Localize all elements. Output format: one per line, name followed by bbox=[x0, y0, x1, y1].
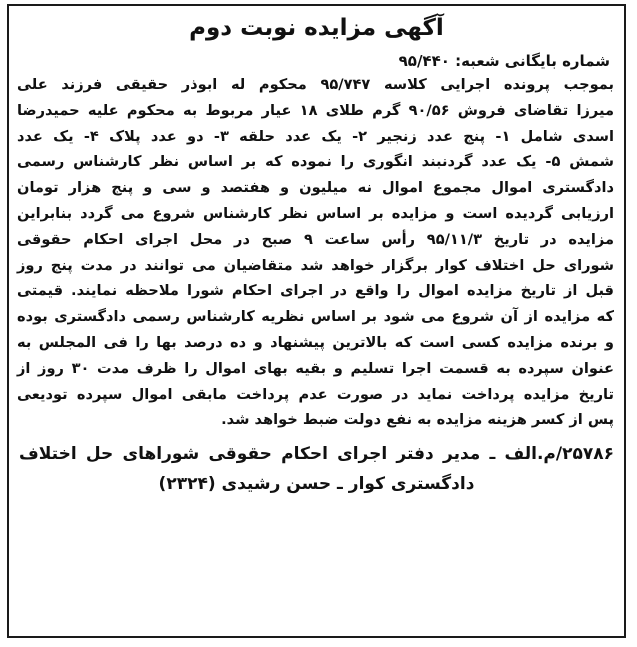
body-line: تاریخ مزایده پرداخت نماید در صورت عدم پرداخت مابقی اموال سپرده تودیعی bbox=[17, 385, 614, 403]
body-line: میرزا تقاضای فروش ۹۰/۵۶ گرم طلای ۱۸ عیار مربوط به محکوم علیه حمیدرضا bbox=[17, 101, 614, 119]
notice-title: آگهی مزایده نوبت دوم bbox=[189, 15, 444, 41]
body-line: اسدی شامل ۱- پنج عدد زنجیر ۲- یک عدد حلقه ۳- دو عدد پلاک ۴- یک عدد bbox=[17, 127, 614, 145]
body-line: مزایده در تاریخ ۹۵/۱۱/۳ رأس ساعت ۹ صبح در محل اجرای احکام حقوقی bbox=[17, 230, 614, 248]
signature-line: ۲۵۷۸۶/م.الف ـ مدیر دفتر اجرای احکام حقوقی شوراهای حل اختلاف bbox=[19, 444, 614, 465]
body-line: دادگستری اموال مجموع اموال نه میلیون و هفتصد و سی و پنج هزار تومان bbox=[17, 179, 614, 197]
body-line: که مزایده از آن شروع می شود بر اساس نظریه کارشناس رسمی دادگستری بوده bbox=[17, 308, 614, 326]
archive-number: شماره بایگانی شعبه: ۹۵/۴۴۰ bbox=[398, 52, 610, 70]
body-line: شورای حل اختلاف کوار برگزار خواهد شد متقاضیان می توانند در مدت پنج روز bbox=[17, 256, 614, 274]
signature-name: دادگستری کوار ـ حسن رشیدی (۲۳۲۴) bbox=[158, 474, 475, 495]
body-line: قبل از تاریخ مزایده اموال را واقع در اجرای احکام شورا ملاحظه نمایند. قیمتی bbox=[17, 282, 614, 300]
body-line: ارزیابی گردیده است و مزایده بر اساس نظر کارشناس شروع می گردد بنابراین bbox=[17, 204, 614, 222]
body-line: شمش ۵- یک عدد گردنبند انگوری را نموده که بر اساس نظر کارشناس رسمی bbox=[17, 153, 614, 171]
body-line: و برنده مزایده کسی است که بالاترین پیشنهاد و ده درصد بها را فی المجلس به bbox=[17, 333, 614, 351]
body-line: پس از کسر هزینه مزایده به نفع دولت ضبط خواهد شد. bbox=[221, 411, 614, 429]
notice-body bbox=[9, 72, 624, 433]
body-line: عنوان سپرده به قسمت اجرا تسلیم و بقیه بهای اموال را ظرف مدت ۳۰ روز از bbox=[17, 359, 614, 377]
body-line: بموجب پرونده اجرایی کلاسه ۹۵/۷۴۷ محکوم له ابوذر حقیقی فرزند علی bbox=[17, 76, 614, 93]
auction-notice bbox=[7, 4, 626, 638]
